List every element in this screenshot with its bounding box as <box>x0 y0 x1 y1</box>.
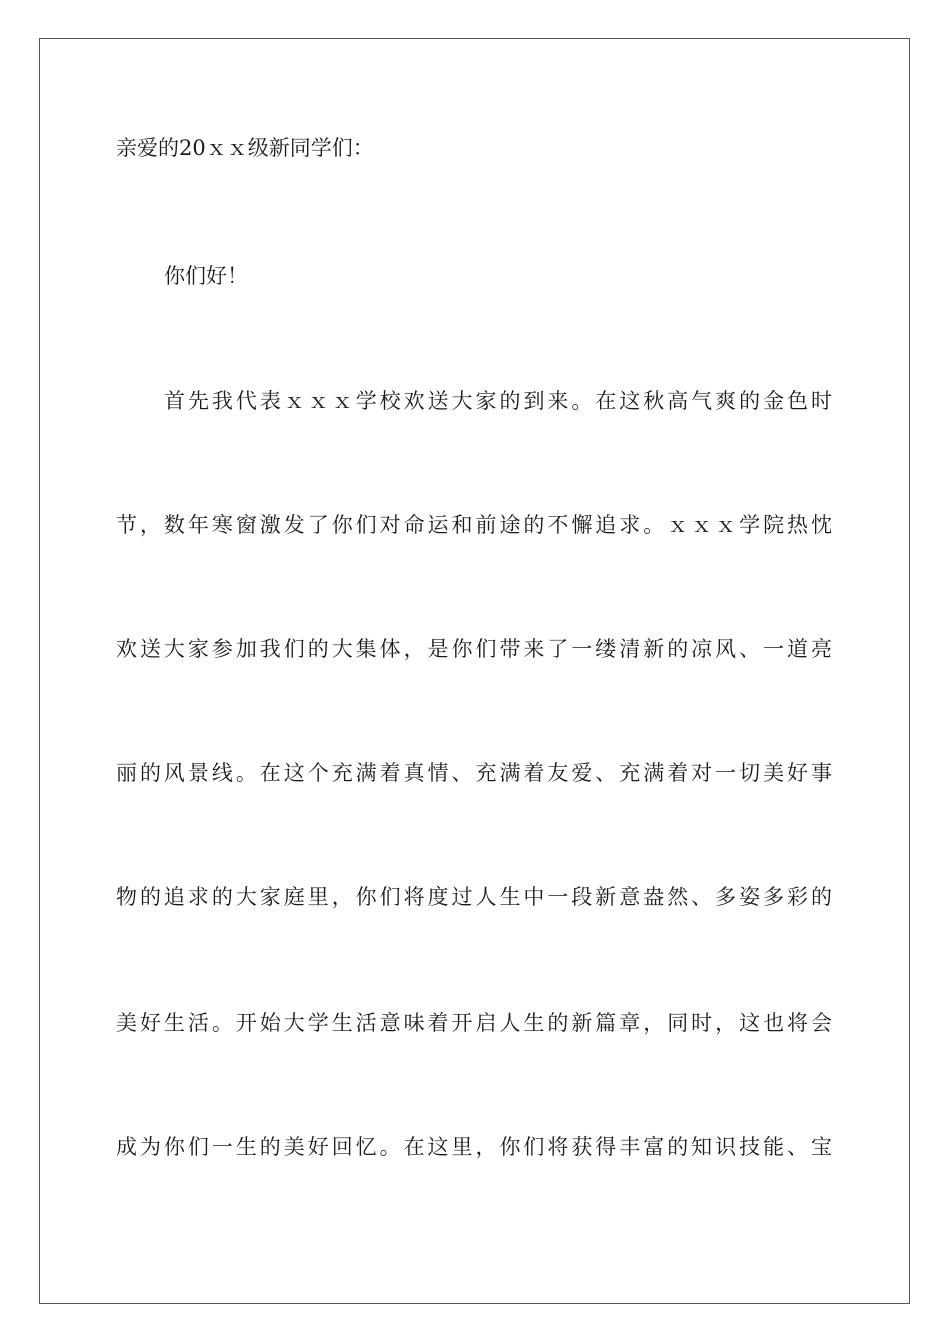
greeting: 你们好！ <box>164 264 248 288</box>
body-line: 成为你们一生的美好回忆。在这里，你们将获得丰富的知识技能、宝 <box>116 1135 832 1159</box>
body-line: 首先我代表ｘｘｘ学校欢送大家的到来。在这秋高气爽的金色时 <box>164 389 832 413</box>
body-line: 节，数年寒窗激发了你们对命运和前途的不懈追求。ｘｘｘ学院热忱 <box>116 513 832 537</box>
body-line: 物的追求的大家庭里，你们将度过人生中一段新意盎然、多姿多彩的 <box>116 885 832 909</box>
body-line: 欢送大家参加我们的大集体，是你们带来了一缕清新的凉风、一道亮 <box>116 637 832 661</box>
page-border <box>39 38 910 1304</box>
body-line: 丽的风景线。在这个充满着真情、充满着友爱、充满着对一切美好事 <box>116 761 832 785</box>
body-line: 美好生活。开始大学生活意味着开启人生的新篇章，同时，这也将会 <box>116 1011 832 1035</box>
salutation: 亲爱的20ｘｘ级新同学们： <box>116 136 374 160</box>
